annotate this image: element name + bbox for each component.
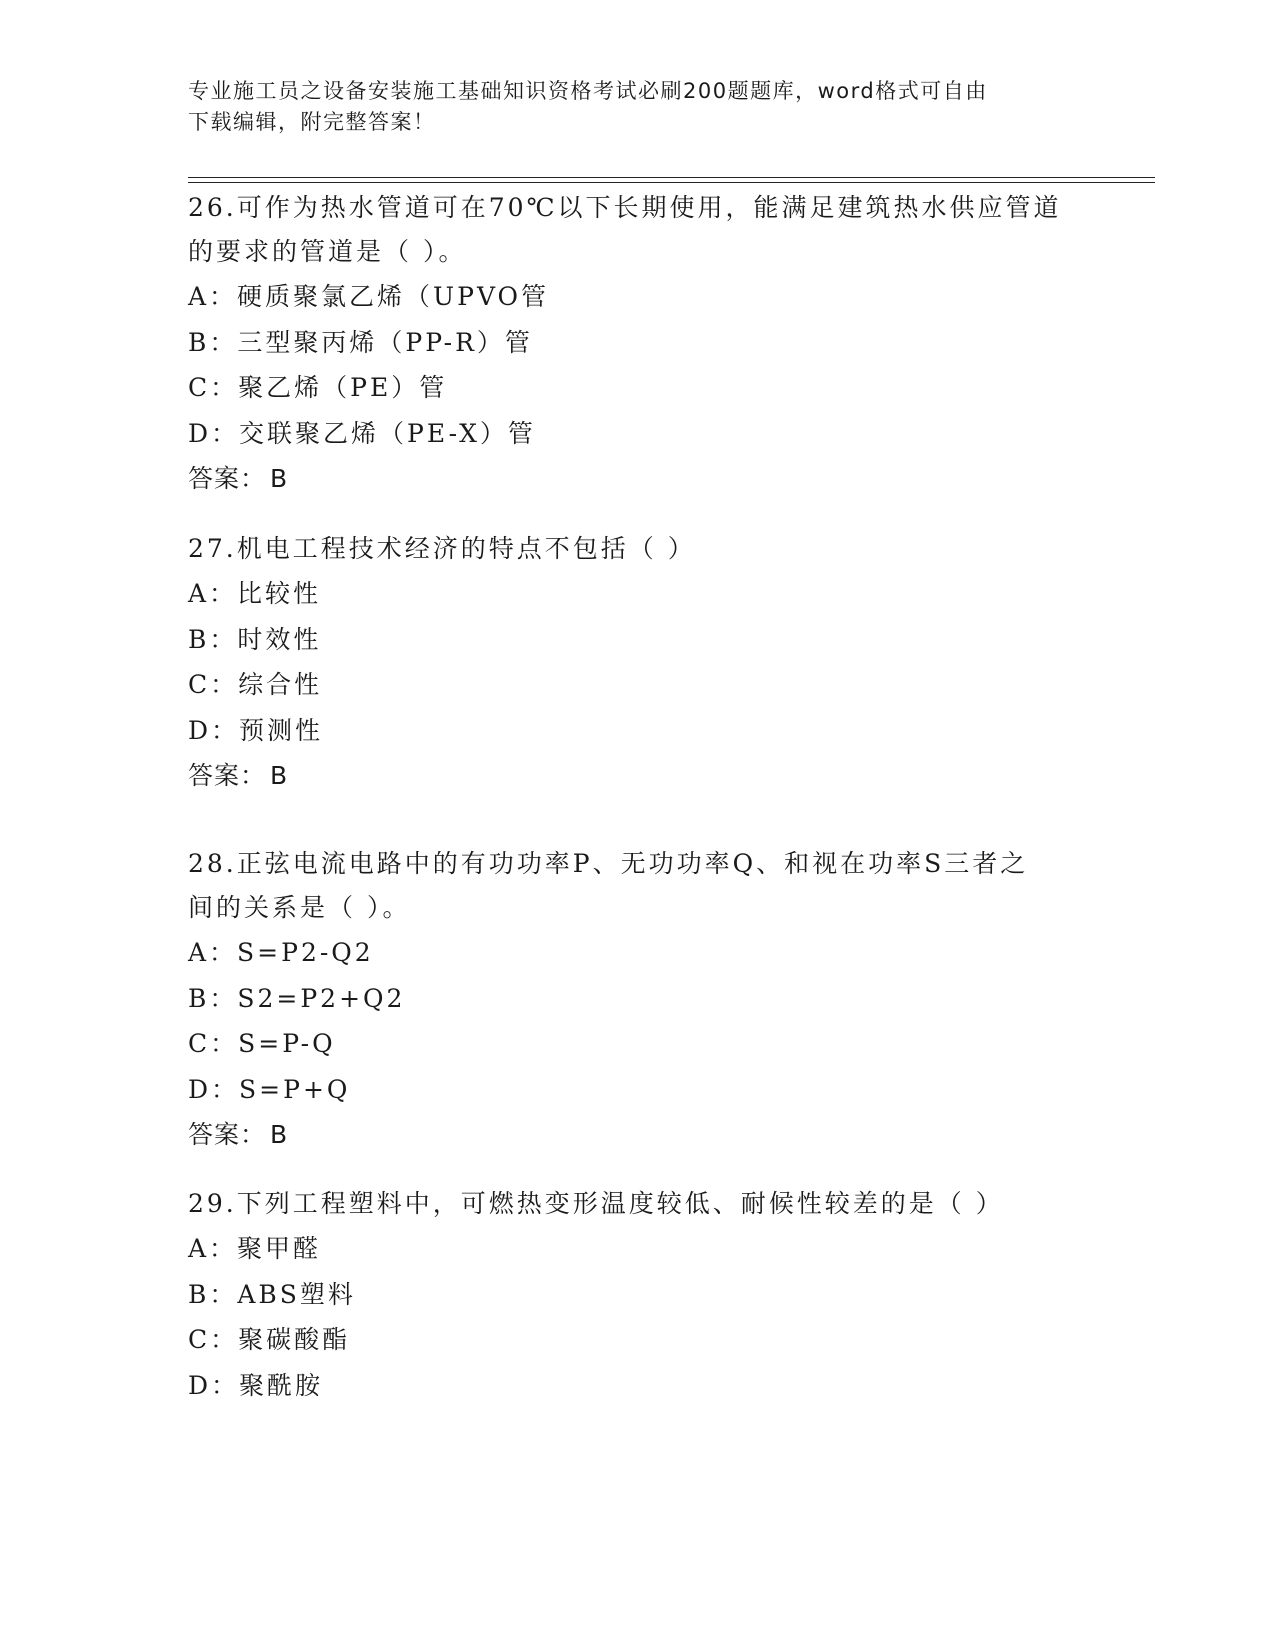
option-c: C：S=P-Q xyxy=(188,1029,336,1058)
answer-line xyxy=(188,1112,1088,1157)
option-a: A：比较性 xyxy=(188,579,322,608)
question-26 xyxy=(188,186,1088,501)
option-c: C：综合性 xyxy=(188,670,323,699)
document-header xyxy=(188,76,1088,138)
option-b: B：ABS塑料 xyxy=(188,1279,356,1309)
question-stem-line-2: 间的关系是（ ）。 xyxy=(188,893,411,922)
option-c: C：聚碳酸酯 xyxy=(188,1325,351,1354)
question-29 xyxy=(188,1182,1088,1408)
option-b: B：三型聚丙烯（PP-R）管 xyxy=(188,327,533,357)
answer-label: 答案： xyxy=(188,1120,267,1149)
answer-value: B xyxy=(270,464,289,493)
answer-label: 答案： xyxy=(188,464,267,493)
option-b: B：时效性 xyxy=(188,624,322,654)
option-b: B：S2=P2+Q2 xyxy=(188,983,406,1013)
answer-value: B xyxy=(270,1120,289,1149)
option-d: D：聚酰胺 xyxy=(188,1370,324,1400)
question-stem-line-1: 26.可作为热水管道可在70℃以下长期使用，能满足建筑热水供应管道 xyxy=(188,193,1062,222)
question-stem-line-2: 的要求的管道是（ ）。 xyxy=(188,237,467,266)
option-d: D：预测性 xyxy=(188,715,324,745)
header-divider-bottom xyxy=(188,182,1155,183)
header-divider-top xyxy=(188,177,1155,178)
option-d: D：S=P+Q xyxy=(188,1074,351,1104)
question-28 xyxy=(188,842,1088,1157)
option-a: A：S=P2-Q2 xyxy=(188,938,374,967)
header-line-1: 专业施工员之设备安装施工基础知识资格考试必刷200题题库，word格式可自由 xyxy=(188,79,988,103)
option-c: C：聚乙烯（PE）管 xyxy=(188,373,448,402)
answer-label: 答案： xyxy=(188,761,267,790)
option-a: A：硬质聚氯乙烯（UPVO管 xyxy=(188,282,550,311)
header-line-2: 下载编辑，附完整答案！ xyxy=(188,110,436,134)
answer-line xyxy=(188,753,1088,798)
option-a: A：聚甲醛 xyxy=(188,1234,322,1263)
answer-value: B xyxy=(270,761,289,790)
question-stem-line-1: 29.下列工程塑料中，可燃热变形温度较低、耐候性较差的是（ ） xyxy=(188,1189,1004,1218)
question-27 xyxy=(188,527,1088,798)
answer-line xyxy=(188,456,1088,501)
question-stem-line-1: 27.机电工程技术经济的特点不包括（ ） xyxy=(188,534,696,563)
option-d: D：交联聚乙烯（PE-X）管 xyxy=(188,418,536,448)
question-stem-line-1: 28.正弦电流电路中的有功功率P、无功功率Q、和视在功率S三者之 xyxy=(188,849,1029,878)
